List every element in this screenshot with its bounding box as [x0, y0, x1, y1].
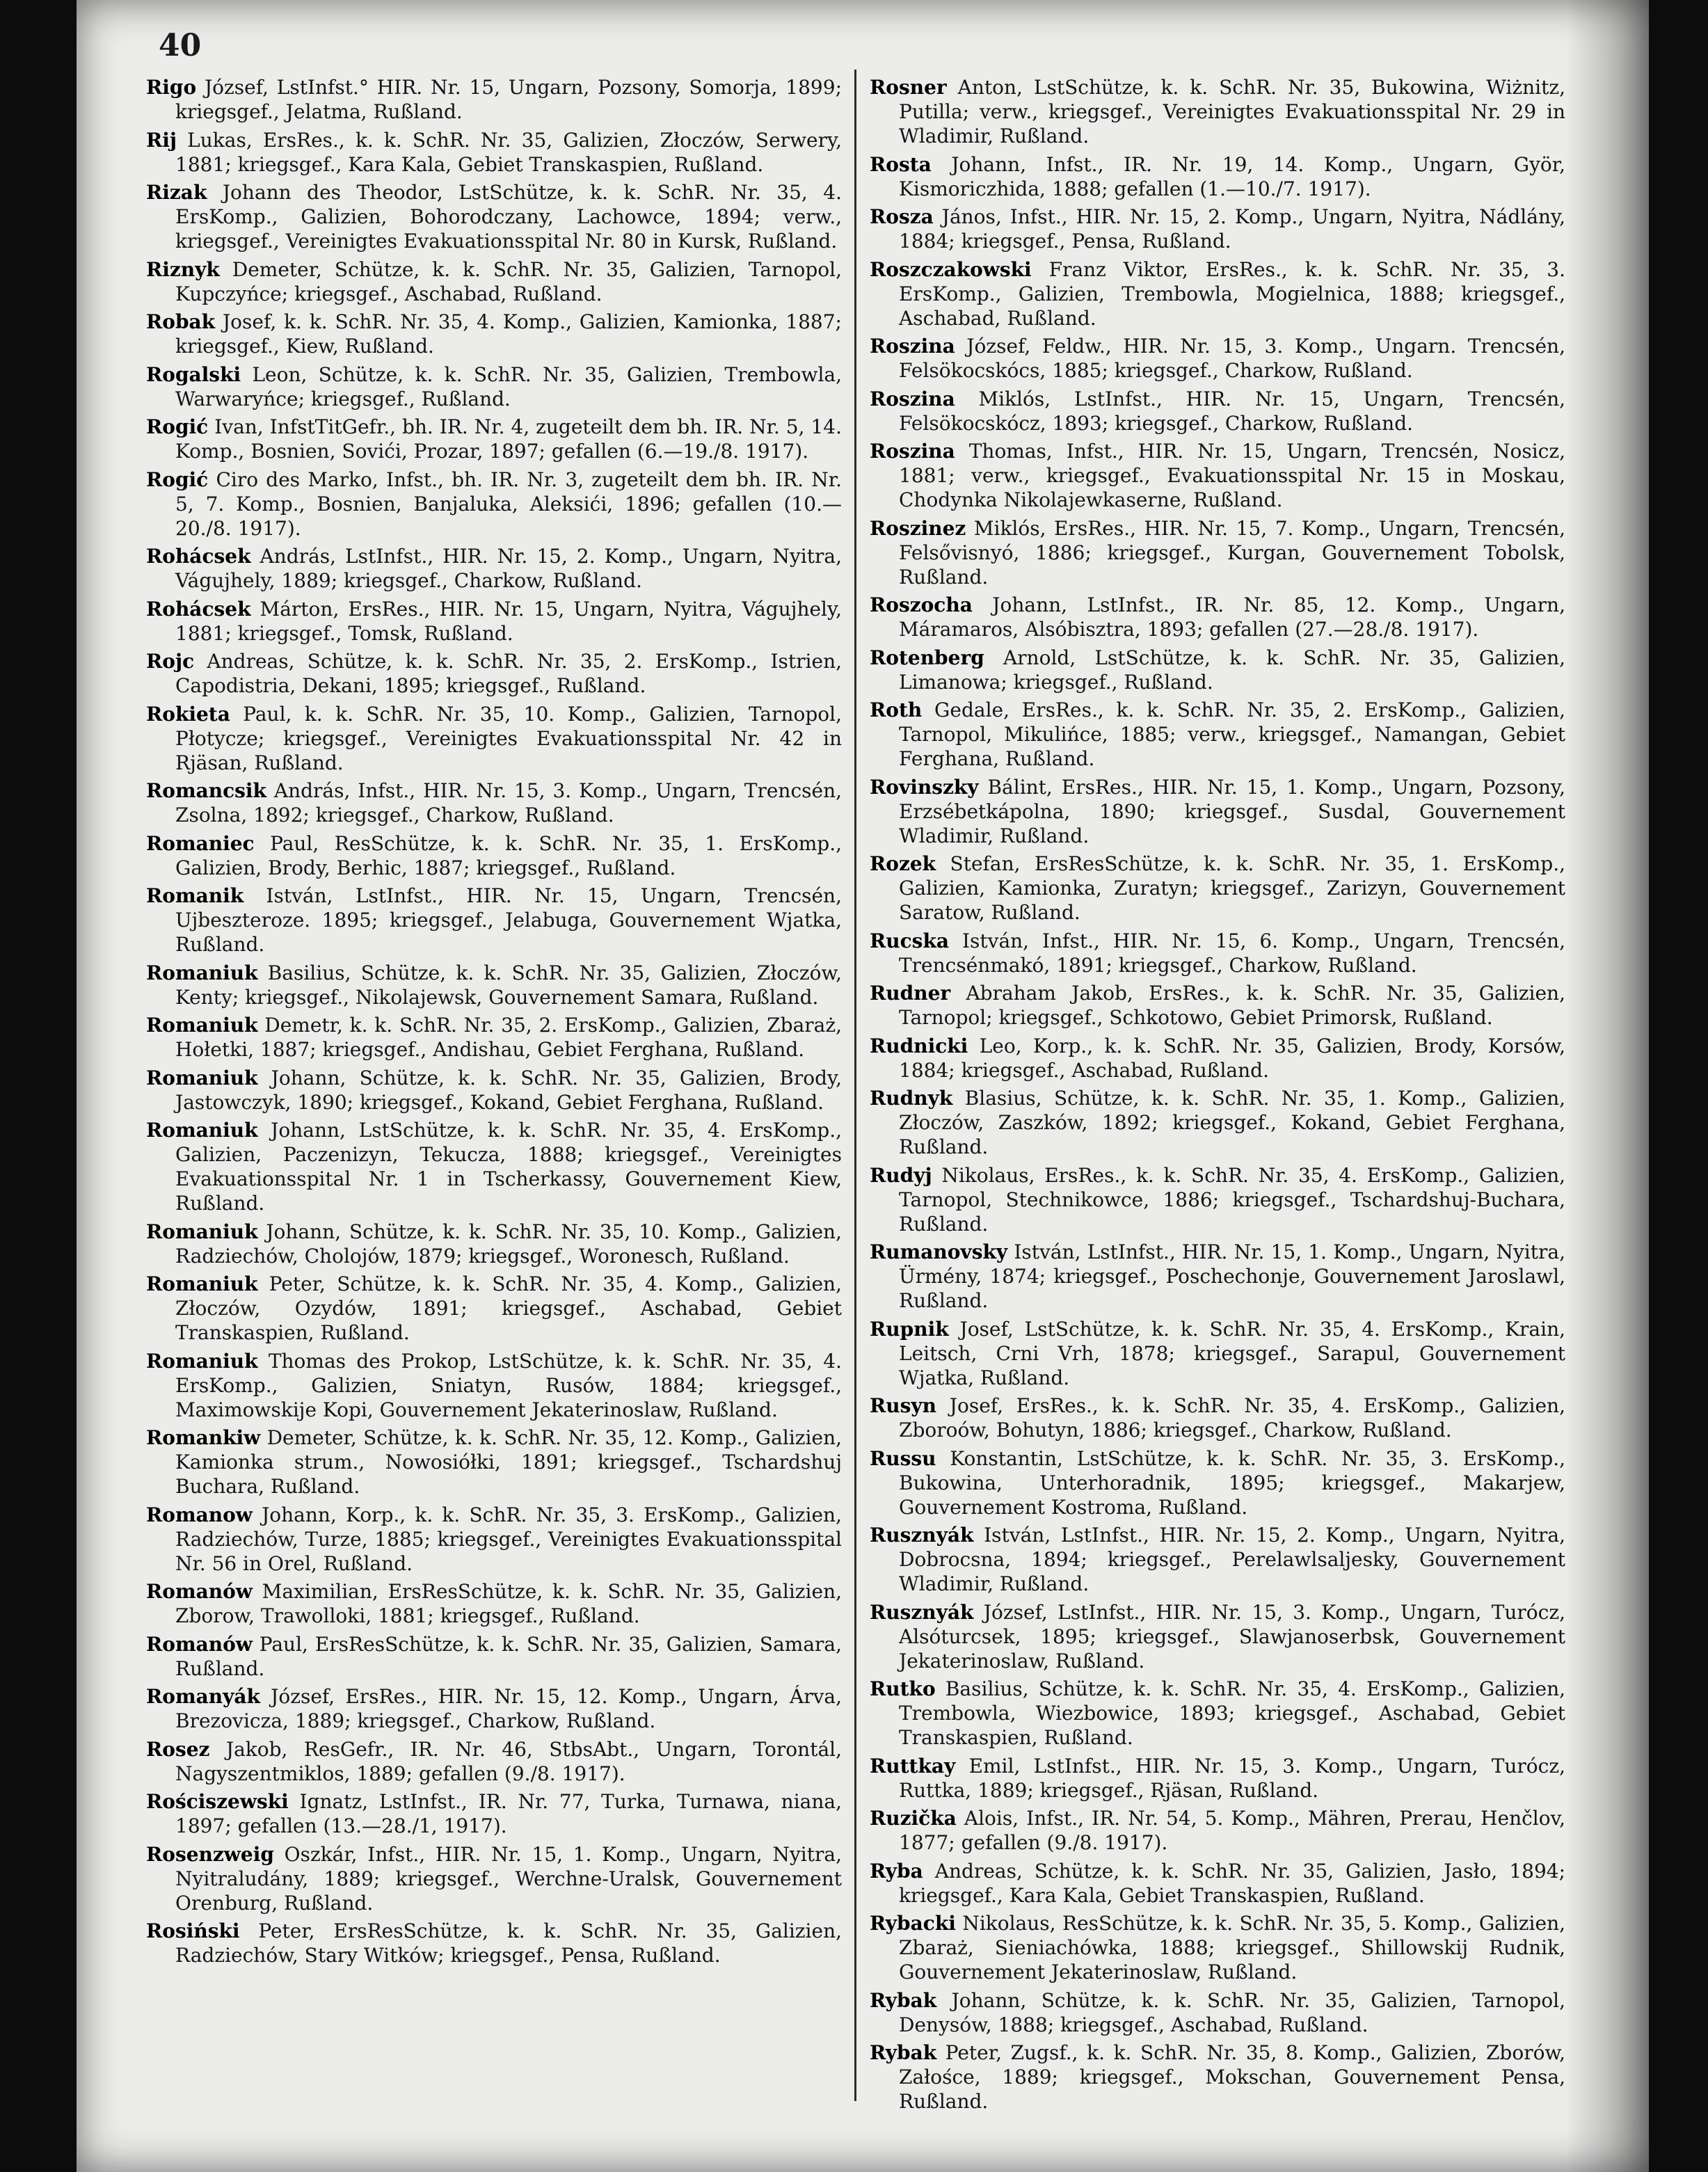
- casualty-entry: [870, 1988, 1565, 2037]
- casualty-entry: [146, 1842, 842, 1915]
- casualty-entry: [146, 961, 842, 1009]
- entry-details: Josef, LstSchütze, k. k. SchR. Nr. 35, 4. ErsKomp., Krain, Leitsch, Crni Vrh, 1878; kriegsgef., Sarapul, Gouvernement Wjatka, Rußland.: [899, 1317, 1565, 1389]
- entry-surname: Romaniec: [146, 831, 255, 855]
- entry-surname: Roszczakowski: [870, 257, 1032, 281]
- casualty-entry: [146, 310, 842, 358]
- entry-details: Ignatz, LstInfst., IR. Nr. 77, Turka, Turnawa, niana, 1897; gefallen (13.—28./1, 1917).: [175, 1790, 842, 1837]
- casualty-entry: [146, 1919, 842, 1967]
- entry-details: Johann, Korp., k. k. SchR. Nr. 35, 3. ErsKomp., Galizien, Radziechów, Turze, 1885; kriegsgef., Vereinigtes Evakuationsspital Nr. 56 in Orel, Rußland.: [175, 1503, 842, 1575]
- entry-surname: Rusznyák: [870, 1600, 974, 1624]
- entry-details: Demeter, Schütze, k. k. SchR. Nr. 35, 12. Komp., Galizien, Kamionka strum., Nowosiółki, 1891; kriegsgef., Tschardshuj Buchara, Rußland.: [175, 1426, 842, 1498]
- entry-surname: Roszinez: [870, 516, 966, 540]
- entry-surname: Romaniuk: [146, 961, 258, 984]
- entry-surname: Romanyák: [146, 1685, 260, 1708]
- entry-surname: Rybacki: [870, 1912, 956, 1935]
- entry-surname: Rohácsek: [146, 597, 251, 621]
- entry-details: Alois, Infst., IR. Nr. 54, 5. Komp., Mähren, Prerau, Henčlov, 1877; gefallen (9./8. 1917).: [899, 1807, 1565, 1854]
- entry-details: Leo, Korp., k. k. SchR. Nr. 35, Galizien, Brody, Korsów, 1884; kriegsgef., Aschabad, Rußland.: [899, 1034, 1565, 1082]
- entry-surname: Romaniuk: [146, 1220, 258, 1243]
- entry-details: Gedale, ErsRes., k. k. SchR. Nr. 35, 2. ErsKomp., Galizien, Tarnopol, Mikulińce, 1885; verw., kriegsgef., Namangan, Gebiet Ferghana, Rußland.: [899, 698, 1565, 770]
- entry-surname: Rosza: [870, 205, 934, 228]
- entry-details: Johann des Theodor, LstSchütze, k. k. SchR. Nr. 35, 4. ErsKomp., Galizien, Bohorodczany, Lachowce, 1894; verw., kriegsgef., Vereinigtes Evakuationsspital Nr. 80 in Kursk, Rußland.: [175, 181, 842, 253]
- casualty-entry: [870, 775, 1565, 848]
- casualty-entry: [146, 1272, 842, 1345]
- entry-surname: Rusyn: [870, 1394, 937, 1417]
- entry-surname: Rosner: [870, 76, 947, 99]
- column-divider: [854, 70, 856, 2101]
- entry-details: Anton, LstSchütze, k. k. SchR. Nr. 35, Bukowina, Wiżnitz, Putilla; verw., kriegsgef., Vereinigtes Evakuationsspital Nr. 29 in Wladimir, Rußland.: [899, 76, 1565, 147]
- entry-surname: Rupnik: [870, 1317, 949, 1341]
- entry-surname: Rotenberg: [870, 646, 984, 669]
- entry-details: Miklós, LstInfst., HIR. Nr. 15, Ungarn, Trencsén, Felsökocskócz, 1893; kriegsgef., Charkow, Rußland.: [899, 387, 1565, 435]
- entry-surname: Rudnicki: [870, 1034, 968, 1057]
- entry-details: Paul, ErsResSchütze, k. k. SchR. Nr. 35, Galizien, Samara, Rußland.: [175, 1632, 842, 1680]
- entry-surname: Rogić: [146, 415, 209, 438]
- casualty-entry: [146, 649, 842, 698]
- casualty-entry: [146, 1220, 842, 1268]
- entry-details: József, ErsRes., HIR. Nr. 15, 12. Komp., Ungarn, Árva, Brezovicza, 1889; kriegsgef., Charkow, Rußland.: [175, 1685, 842, 1732]
- entry-details: Peter, ErsResSchütze, k. k. SchR. Nr. 35, Galizien, Radziechów, Stary Witków; kriegsgef., Pensa, Rußland.: [175, 1919, 842, 1967]
- entry-details: Basilius, Schütze, k. k. SchR. Nr. 35, 4. ErsKomp., Galizien, Trembowla, Wiezbowice, 1893; kriegsgef., Aschabad, Gebiet Transkaspien, Rußland.: [899, 1677, 1565, 1749]
- entry-details: Stefan, ErsResSchütze, k. k. SchR. Nr. 35, 1. ErsKomp., Galizien, Kamionka, Zuratyn; kriegsgef., Zarizyn, Gouvernement Saratow, Rußland.: [899, 852, 1565, 924]
- entry-details: Jakob, ResGefr., IR. Nr. 46, StbsAbt., Ungarn, Torontál, Nagyszentmiklos, 1889; gefallen (9./8. 1917).: [175, 1737, 842, 1785]
- casualty-entry: [870, 1317, 1565, 1390]
- entry-details: Miklós, ErsRes., HIR. Nr. 15, 7. Komp., Ungarn, Trencsén, Felsővisnyó, 1886; kriegsgef., Kurgan, Gouvernement Tobolsk, Rußland.: [899, 516, 1565, 589]
- entry-surname: Romaniuk: [146, 1066, 258, 1089]
- entry-surname: Rigo: [146, 76, 197, 99]
- entry-surname: Roszocha: [870, 593, 973, 616]
- entry-surname: Romaniuk: [146, 1014, 258, 1037]
- casualty-entry: [870, 1086, 1565, 1159]
- entry-surname: Ruzička: [870, 1807, 957, 1830]
- casualty-entry: [870, 75, 1565, 148]
- casualty-entry: [870, 1163, 1565, 1236]
- casualty-entry: [146, 597, 842, 646]
- casualty-entry: [146, 1684, 842, 1733]
- casualty-entry: [870, 334, 1565, 383]
- casualty-entry: [146, 1737, 842, 1786]
- entry-surname: Romaniuk: [146, 1349, 258, 1373]
- casualty-entry: [146, 180, 842, 253]
- casualty-entry: [146, 1013, 842, 1062]
- entry-surname: Robak: [146, 310, 216, 333]
- casualty-entry: [870, 1600, 1565, 1673]
- casualty-entry: [870, 1523, 1565, 1596]
- entry-details: Johann, Schütze, k. k. SchR. Nr. 35, Galizien, Brody, Jastowczyk, 1890; kriegsgef., Kokand, Gebiet Ferghana, Rußland.: [175, 1066, 842, 1114]
- entry-surname: Rybak: [870, 1988, 937, 2012]
- entry-details: Márton, ErsRes., HIR. Nr. 15, Ungarn, Nyitra, Vágujhely, 1881; kriegsgef., Tomsk, Rußland.: [175, 597, 842, 645]
- entry-details: József, LstInfst.° HIR. Nr. 15, Ungarn, Pozsony, Somorja, 1899; kriegsgef., Jelatma, Rußland.: [175, 76, 842, 123]
- entry-surname: Romaniuk: [146, 1272, 258, 1295]
- entry-surname: Rovinszky: [870, 775, 979, 799]
- entry-surname: Ruttkay: [870, 1754, 956, 1778]
- casualty-entry: [146, 75, 842, 124]
- entry-details: Johann, Schütze, k. k. SchR. Nr. 35, Galizien, Tarnopol, Denysów, 1888; kriegsgef., Aschabad, Rußland.: [899, 1988, 1565, 2036]
- casualty-entry: [146, 362, 842, 411]
- entry-details: Bálint, ErsRes., HIR. Nr. 15, 1. Komp., Ungarn, Pozsony, Erzsébetkápolna, 1890; kriegsgef., Susdal, Gouvernement Wladimir, Rußland.: [899, 775, 1565, 847]
- casualty-entry: [870, 1394, 1565, 1442]
- entry-details: Basilius, Schütze, k. k. SchR. Nr. 35, Galizien, Złoczów, Kenty; kriegsgef., Nikolajewsk, Gouvernement Samara, Rußland.: [175, 961, 842, 1009]
- casualty-entry: [146, 415, 842, 463]
- entry-surname: Rozek: [870, 852, 936, 875]
- casualty-entry: [870, 1859, 1565, 1908]
- entry-details: Josef, ErsRes., k. k. SchR. Nr. 35, 4. ErsKomp., Galizien, Zboroów, Bohutyn, 1886; kriegsgef., Charkow, Rußland.: [899, 1394, 1565, 1442]
- entry-details: Johann, Schütze, k. k. SchR. Nr. 35, 10. Komp., Galizien, Radziechów, Cholojów, 1879; kriegsgef., Woronesch, Rußland.: [175, 1220, 842, 1268]
- casualty-entry: [870, 1240, 1565, 1313]
- entry-details: Johann, LstInfst., IR. Nr. 85, 12. Komp., Ungarn, Máramaros, Alsóbisztra, 1893; gefallen (27.—28./8. 1917).: [899, 593, 1565, 641]
- casualty-entry: [870, 698, 1565, 771]
- entry-surname: Rogalski: [146, 362, 241, 386]
- entry-details: Thomas, Infst., HIR. Nr. 15, Ungarn, Trencsén, Nosicz, 1881; verw., kriegsgef., Evakuationsspital Nr. 15 in Moskau, Chodynka Nikolajewkaserne, Rußland.: [899, 440, 1565, 511]
- entry-surname: Riznyk: [146, 257, 220, 281]
- entry-surname: Roszina: [870, 440, 955, 463]
- entry-surname: Roszina: [870, 387, 955, 410]
- entry-surname: Rojc: [146, 650, 195, 673]
- entry-surname: Romankiw: [146, 1426, 261, 1449]
- entry-details: András, Infst., HIR. Nr. 15, 3. Komp., Ungarn, Trencsén, Zsolna, 1892; kriegsgef., Charkow, Rußland.: [175, 779, 842, 827]
- entry-details: Franz Viktor, ErsRes., k. k. SchR. Nr. 35, 3. ErsKomp., Galizien, Trembowla, Mogielnica, 1888; kriegsgef., Aschabad, Rußland.: [899, 257, 1565, 330]
- left-column: [146, 75, 842, 2134]
- entry-surname: Romanow: [146, 1503, 253, 1526]
- casualty-entry: [870, 981, 1565, 1030]
- entry-surname: Rumanovsky: [870, 1240, 1008, 1263]
- entry-details: Josef, k. k. SchR. Nr. 35, 4. Komp., Galizien, Kamionka, 1887; kriegsgef., Kiew, Rußland.: [175, 310, 842, 358]
- casualty-entry: [870, 852, 1565, 925]
- entry-surname: Rohácsek: [146, 545, 251, 568]
- entry-surname: Rosta: [870, 152, 932, 176]
- entry-details: Arnold, LstSchütze, k. k. SchR. Nr. 35, Galizien, Limanowa; kriegsgef., Rußland.: [899, 646, 1565, 694]
- entry-surname: Rizak: [146, 181, 207, 204]
- document-page: [77, 0, 1649, 2172]
- casualty-entry: [870, 2041, 1565, 2114]
- entry-surname: Rusznyák: [870, 1524, 974, 1547]
- entry-surname: Romanik: [146, 884, 244, 907]
- casualty-entry: [870, 1806, 1565, 1855]
- entry-surname: Rudyj: [870, 1163, 932, 1187]
- casualty-entry: [870, 257, 1565, 330]
- entry-details: István, LstInfst., HIR. Nr. 15, 2. Komp., Ungarn, Nyitra, Dobrocsna, 1894; kriegsgef., Perelawlsaljesky, Gouvernement Wladimir, Rußland.: [899, 1524, 1565, 1595]
- casualty-entry: [870, 646, 1565, 694]
- entry-surname: Romanów: [146, 1632, 253, 1656]
- casualty-entry: [870, 152, 1565, 201]
- casualty-entry: [870, 516, 1565, 589]
- entry-details: Nikolaus, ResSchütze, k. k. SchR. Nr. 35, 5. Komp., Galizien, Zbaraż, Sieniachówka, 1888; kriegsgef., Shillowskij Rudnik, Gouvernement Jekaterinoslaw, Rußland.: [899, 1912, 1565, 1983]
- casualty-entry: [870, 439, 1565, 512]
- casualty-entry: [146, 1503, 842, 1576]
- entry-details: Emil, LstInfst., HIR. Nr. 15, 3. Komp., Ungarn, Turócz, Ruttka, 1889; kriegsgef., Rjäsan, Rußland.: [899, 1754, 1565, 1802]
- page-number: 40: [159, 28, 202, 63]
- casualty-entry: [146, 1066, 842, 1115]
- entry-surname: Rudnyk: [870, 1087, 953, 1110]
- entry-surname: Rybak: [870, 2041, 937, 2064]
- entry-surname: Romancsik: [146, 779, 266, 802]
- casualty-entry: [146, 1632, 842, 1681]
- entry-details: Maximilian, ErsResSchütze, k. k. SchR. Nr. 35, Galizien, Zborow, Trawolloki, 1881; kriegsgef., Rußland.: [175, 1580, 842, 1627]
- casualty-entry: [870, 1754, 1565, 1803]
- casualty-entry: [146, 257, 842, 306]
- entry-details: Peter, Zugsf., k. k. SchR. Nr. 35, 8. Komp., Galizien, Zborów, Załośce, 1889; kriegsgef., Mokschan, Gouvernement Pensa, Rußland.: [899, 2041, 1565, 2113]
- casualty-entry: [146, 544, 842, 593]
- casualty-entry: [146, 1789, 842, 1838]
- entry-details: Ciro des Marko, Infst., bh. IR. Nr. 3, zugeteilt dem bh. IR. Nr. 5, 7. Komp., Bosnien, Banjaluka, Aleksići, 1896; gefallen (10.—20./8. 1917).: [175, 468, 842, 540]
- entry-details: Nikolaus, ErsRes., k. k. SchR. Nr. 35, 4. ErsKomp., Galizien, Tarnopol, Stechnikowce, 1886; kriegsgef., Tschardshuj-Buchara, Rußland.: [899, 1163, 1565, 1236]
- casualty-entry: [146, 702, 842, 775]
- entry-details: István, LstInfst., HIR. Nr. 15, 1. Komp., Ungarn, Nyitra, Ürmény, 1874; kriegsgef., Poschechonje, Gouvernement Jaroslawl, Rußland.: [899, 1240, 1565, 1312]
- entry-details: István, Infst., HIR. Nr. 15, 6. Komp., Ungarn, Trencsén, Trencsénmakó, 1891; kriegsgef., Charkow, Rußland.: [899, 929, 1565, 977]
- entry-surname: Rudner: [870, 982, 951, 1005]
- entry-details: Lukas, ErsRes., k. k. SchR. Nr. 35, Galizien, Złoczów, Serwery, 1881; kriegsgef., Kara Kala, Gebiet Transkaspien, Rußland.: [175, 128, 842, 176]
- casualty-entry: [146, 1349, 842, 1422]
- entry-details: Thomas des Prokop, LstSchütze, k. k. SchR. Nr. 35, 4. ErsKomp., Galizien, Sniatyn, Rusów, 1884; kriegsgef., Maximowskije Kopi, Gouvernement Jekaterinoslaw, Rußland.: [175, 1349, 842, 1421]
- entry-details: Andreas, Schütze, k. k. SchR. Nr. 35, Galizien, Jasło, 1894; kriegsgef., Kara Kala, Gebiet Transkaspien, Rußland.: [899, 1859, 1565, 1907]
- entry-details: Andreas, Schütze, k. k. SchR. Nr. 35, 2. ErsKomp., Istrien, Capodistria, Dekani, 1895; kriegsgef., Rußland.: [175, 650, 842, 697]
- entry-details: József, LstInfst., HIR. Nr. 15, 3. Komp., Ungarn, Turócz, Alsóturcsek, 1895; kriegsgef., Slawjanoserbsk, Gouvernement Jekaterinoslaw, Rußland.: [899, 1600, 1565, 1672]
- right-column: [870, 75, 1565, 2134]
- entry-details: Johann, LstSchütze, k. k. SchR. Nr. 35, 4. ErsKomp., Galizien, Paczenizyn, Tekucza, 1888; kriegsgef., Vereinigtes Evakuationsspital Nr. 1 in Tscherkassy, Gouvernement Kiew, Rußland.: [175, 1119, 842, 1215]
- entry-surname: Rościszewski: [146, 1790, 289, 1813]
- entry-surname: Russu: [870, 1446, 936, 1470]
- casualty-entry: [146, 831, 842, 880]
- entry-surname: Roszina: [870, 335, 955, 358]
- casualty-entry: [870, 593, 1565, 641]
- entry-details: Demetr, k. k. SchR. Nr. 35, 2. ErsKomp., Galizien, Zbaraż, Hołetki, 1887; kriegsgef., Andishau, Gebiet Ferghana, Rußland.: [175, 1014, 842, 1061]
- entry-details: Demeter, Schütze, k. k. SchR. Nr. 35, Galizien, Tarnopol, Kupczyńce; kriegsgef., Aschabad, Rußland.: [175, 257, 842, 305]
- casualty-entry: [870, 205, 1565, 253]
- entry-details: József, Feldw., HIR. Nr. 15, 3. Komp., Ungarn. Trencsén, Felsökocskócs, 1885; kriegsgef., Charkow, Rußland.: [899, 335, 1565, 382]
- casualty-entry: [146, 468, 842, 541]
- entry-surname: Rij: [146, 128, 177, 152]
- casualty-entry: [870, 387, 1565, 436]
- entry-details: Paul, k. k. SchR. Nr. 35, 10. Komp., Galizien, Tarnopol, Płotycze; kriegsgef., Vereinigtes Evakuationsspital Nr. 42 in Rjäsan, Rußland.: [175, 702, 842, 774]
- entry-surname: Rucska: [870, 929, 949, 952]
- casualty-entry: [870, 1446, 1565, 1519]
- entry-details: István, LstInfst., HIR. Nr. 15, Ungarn, Trencsén, Ujbeszteroze. 1895; kriegsgef., Jelabuga, Gouvernement Wjatka, Rußland.: [175, 884, 842, 956]
- entry-surname: Ryba: [870, 1859, 923, 1883]
- entry-details: Konstantin, LstSchütze, k. k. SchR. Nr. 35, 3. ErsKomp., Bukowina, Unterhoradnik, 1895; kriegsgef., Makarjew, Gouvernement Kostroma, Rußland.: [899, 1446, 1565, 1519]
- casualty-entry: [870, 929, 1565, 977]
- casualty-entry: [870, 1677, 1565, 1750]
- entry-details: Peter, Schütze, k. k. SchR. Nr. 35, 4. Komp., Galizien, Złoczów, Ozydów, 1891; kriegsgef., Aschabad, Gebiet Transkaspien, Rußland.: [175, 1272, 842, 1344]
- casualty-entry: [146, 1426, 842, 1499]
- entry-details: Abraham Jakob, ErsRes., k. k. SchR. Nr. 35, Galizien, Tarnopol; kriegsgef., Schkotowo, Gebiet Primorsk, Rußland.: [899, 982, 1565, 1029]
- entry-surname: Rutko: [870, 1677, 936, 1700]
- entry-details: Oszkár, Infst., HIR. Nr. 15, 1. Komp., Ungarn, Nyitra, Nyitraludány, 1889; kriegsgef., Werchne-Uralsk, Gouvernement Orenburg, Rußland.: [175, 1842, 842, 1915]
- entry-details: Paul, ResSchütze, k. k. SchR. Nr. 35, 1. ErsKomp., Galizien, Brody, Berhic, 1887; kriegsgef., Rußland.: [175, 831, 842, 879]
- entry-surname: Roth: [870, 698, 923, 721]
- casualty-entry: [870, 1911, 1565, 1984]
- entry-surname: Rosenzweig: [146, 1842, 274, 1866]
- entry-surname: Romaniuk: [146, 1119, 258, 1142]
- casualty-entry: [870, 1034, 1565, 1083]
- entry-surname: Romanów: [146, 1580, 253, 1603]
- entry-surname: Rokieta: [146, 702, 230, 726]
- casualty-entry: [146, 1579, 842, 1628]
- entry-surname: Rosiński: [146, 1919, 240, 1942]
- entry-surname: Rosez: [146, 1737, 210, 1761]
- entry-details: Blasius, Schütze, k. k. SchR. Nr. 35, 1. Komp., Galizien, Złoczów, Zaszków, 1892; kriegsgef., Kokand, Gebiet Ferghana, Rußland.: [899, 1087, 1565, 1158]
- entry-details: Johann, Infst., IR. Nr. 19, 14. Komp., Ungarn, Györ, Kismoriczhida, 1888; gefallen (1.—10./7. 1917).: [899, 152, 1565, 200]
- entry-surname: Rogić: [146, 468, 209, 491]
- casualty-entry: [146, 778, 842, 827]
- entry-details: András, LstInfst., HIR. Nr. 15, 2. Komp., Ungarn, Nyitra, Vágujhely, 1889; kriegsgef., Charkow, Rußland.: [175, 545, 842, 592]
- casualty-entry: [146, 884, 842, 957]
- entry-details: Leon, Schütze, k. k. SchR. Nr. 35, Galizien, Trembowla, Warwaryńce; kriegsgef., Rußland.: [175, 362, 842, 410]
- casualty-entry: [146, 1118, 842, 1215]
- entry-details: Ivan, InfstTitGefr., bh. IR. Nr. 4, zugeteilt dem bh. IR. Nr. 5, 14. Komp., Bosnien, Sovići, Prozar, 1897; gefallen (6.—19./8. 1917).: [175, 415, 842, 463]
- casualty-entry: [146, 128, 842, 177]
- entry-details: János, Infst., HIR. Nr. 15, 2. Komp., Ungarn, Nyitra, Nádlány, 1884; kriegsgef., Pensa, Rußland.: [899, 205, 1565, 253]
